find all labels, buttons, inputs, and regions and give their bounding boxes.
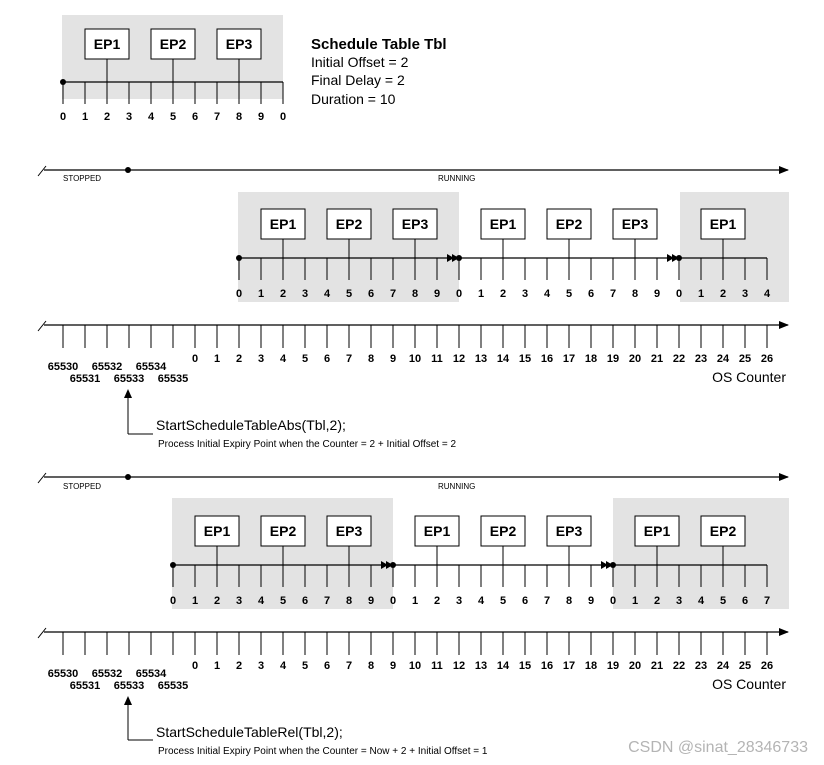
tick-label: 2 <box>279 288 287 300</box>
expiry-point-label: EP1 <box>489 216 517 232</box>
tick-label: 3 <box>675 595 683 607</box>
counter-tick-label: 26 <box>760 353 774 365</box>
running-label: RUNNING <box>438 482 476 491</box>
counter-tick-label: 13 <box>474 660 488 672</box>
counter-break-mark <box>38 628 46 638</box>
watermark: CSDN @sinat_28346733 <box>628 739 808 756</box>
expiry-point-label: EP3 <box>555 523 583 539</box>
tick-label: 6 <box>367 288 375 300</box>
counter-tick-label: 0 <box>191 353 199 365</box>
tick-label: 2 <box>433 595 441 607</box>
counter-tick-label: 65532 <box>91 361 123 373</box>
stopped-label: STOPPED <box>63 482 102 491</box>
counter-tick-label: 1 <box>213 660 221 672</box>
tick-label: 9 <box>653 288 661 300</box>
tick-label: 3 <box>301 288 309 300</box>
tick-label: 0 <box>609 595 617 607</box>
absolute-start-example <box>38 166 789 450</box>
tick-label: 1 <box>81 111 89 123</box>
tick-label: 2 <box>653 595 661 607</box>
counter-tick-label: 22 <box>672 353 686 365</box>
tick-label: 7 <box>763 595 771 607</box>
initial-offset-text: Initial Offset = 2 <box>311 54 409 70</box>
tick-label: 9 <box>367 595 375 607</box>
start-marker <box>125 167 131 173</box>
tick-label: 2 <box>213 595 221 607</box>
tick-label: 4 <box>697 595 705 607</box>
counter-tick-label: 12 <box>452 660 466 672</box>
expiry-point-label: EP2 <box>555 216 583 232</box>
tick-label: 2 <box>103 111 111 123</box>
tick-label: 9 <box>433 288 441 300</box>
tick-label: 9 <box>587 595 595 607</box>
call-indicator-arrow <box>124 696 132 705</box>
counter-tick-label: 65533 <box>113 373 145 385</box>
expiry-point-label: EP3 <box>401 216 429 232</box>
tick-label: 9 <box>257 111 265 123</box>
tick-label: 6 <box>301 595 309 607</box>
tick-label: 7 <box>609 288 617 300</box>
counter-tick-label: 65530 <box>47 668 79 680</box>
expiry-point-label: EP2 <box>269 523 297 539</box>
tick-label: 7 <box>323 595 331 607</box>
duration-text: Duration = 10 <box>311 91 396 107</box>
tick-label: 3 <box>235 595 243 607</box>
os-counter-label: OS Counter <box>712 676 786 692</box>
counter-tick-label: 8 <box>367 660 375 672</box>
tick-label: 8 <box>411 288 419 300</box>
counter-tick-label: 4 <box>279 353 287 365</box>
counter-tick-label: 19 <box>606 660 620 672</box>
counter-tick-label: 24 <box>716 660 730 672</box>
counter-tick-label: 6 <box>323 660 331 672</box>
tick-label: 5 <box>345 288 353 300</box>
tick-label: 0 <box>455 288 463 300</box>
counter-tick-label: 18 <box>584 660 598 672</box>
counter-tick-label: 10 <box>408 660 422 672</box>
counter-tick-label: 2 <box>235 353 243 365</box>
counter-tick-label: 14 <box>496 353 510 365</box>
counter-tick-label: 65530 <box>47 361 79 373</box>
tick-label: 1 <box>631 595 639 607</box>
counter-tick-label: 0 <box>191 660 199 672</box>
counter-tick-label: 3 <box>257 353 265 365</box>
tick-label: 7 <box>543 595 551 607</box>
tick-label: 5 <box>719 595 727 607</box>
expiry-point-label: EP1 <box>643 523 671 539</box>
relative-start-example <box>38 473 789 757</box>
counter-tick-label: 21 <box>650 660 664 672</box>
counter-tick-label: 26 <box>760 660 774 672</box>
counter-tick-label: 9 <box>389 353 397 365</box>
expiry-point-label: EP2 <box>335 216 363 232</box>
tick-label: 4 <box>543 288 551 300</box>
counter-tick-label: 25 <box>738 353 752 365</box>
call-indicator-arrow <box>124 389 132 398</box>
counter-tick-label: 18 <box>584 353 598 365</box>
tick-label: 1 <box>191 595 199 607</box>
call-explanation: Process Initial Expiry Point when the Counter = Now + 2 + Initial Offset = 1 <box>158 746 488 757</box>
tick-label: 5 <box>169 111 177 123</box>
counter-tick-label: 4 <box>279 660 287 672</box>
tick-label: 3 <box>521 288 529 300</box>
expiry-point-label: EP2 <box>159 36 187 52</box>
counter-tick-label: 5 <box>301 660 309 672</box>
tick-label: 8 <box>631 288 639 300</box>
counter-tick-label: 15 <box>518 660 532 672</box>
os-counter-label: OS Counter <box>712 369 786 385</box>
stopped-label: STOPPED <box>63 174 102 183</box>
tick-label: 5 <box>565 288 573 300</box>
tick-label: 1 <box>257 288 265 300</box>
start-call-text: StartScheduleTableRel(Tbl,2); <box>156 724 343 740</box>
timeline-break-mark <box>38 473 46 483</box>
tick-label: 5 <box>279 595 287 607</box>
counter-tick-label: 25 <box>738 660 752 672</box>
counter-tick-label: 24 <box>716 353 730 365</box>
counter-tick-label: 65533 <box>113 680 145 692</box>
timeline-break-mark <box>38 166 46 176</box>
tick-label: 4 <box>147 111 155 123</box>
counter-tick-label: 65534 <box>135 668 167 680</box>
counter-tick-label: 19 <box>606 353 620 365</box>
start-marker <box>125 474 131 480</box>
counter-break-mark <box>38 321 46 331</box>
counter-tick-label: 5 <box>301 353 309 365</box>
counter-tick-label: 2 <box>235 660 243 672</box>
counter-tick-label: 10 <box>408 353 422 365</box>
tick-label: 8 <box>235 111 243 123</box>
counter-tick-label: 65535 <box>157 373 189 385</box>
tick-label: 1 <box>477 288 485 300</box>
counter-tick-label: 7 <box>345 353 353 365</box>
tick-label: 3 <box>125 111 133 123</box>
counter-tick-label: 15 <box>518 353 532 365</box>
counter-tick-label: 6 <box>323 353 331 365</box>
expiry-point-label: EP3 <box>335 523 363 539</box>
expiry-point-label: EP1 <box>709 216 737 232</box>
counter-tick-label: 16 <box>540 353 554 365</box>
counter-tick-label: 9 <box>389 660 397 672</box>
tick-label: 1 <box>697 288 705 300</box>
tick-label: 6 <box>741 595 749 607</box>
tick-label: 6 <box>191 111 199 123</box>
tick-label: 6 <box>521 595 529 607</box>
tick-label: 7 <box>213 111 221 123</box>
call-explanation: Process Initial Expiry Point when the Counter = 2 + Initial Offset = 2 <box>158 439 457 450</box>
tick-label: 6 <box>587 288 595 300</box>
tick-label: 2 <box>719 288 727 300</box>
final-delay-text: Final Delay = 2 <box>311 72 405 88</box>
counter-tick-label: 3 <box>257 660 265 672</box>
counter-tick-label: 1 <box>213 353 221 365</box>
tick-label: 4 <box>477 595 485 607</box>
tick-label: 4 <box>323 288 331 300</box>
counter-tick-label: 17 <box>562 353 576 365</box>
tick-label: 3 <box>455 595 463 607</box>
tick-label: 0 <box>675 288 683 300</box>
tick-label: 8 <box>565 595 573 607</box>
round3-shade <box>613 498 789 609</box>
tick-label: 0 <box>59 111 67 123</box>
expiry-point-label: EP2 <box>489 523 517 539</box>
os-counter-ticks <box>48 325 773 385</box>
tick-label: 8 <box>345 595 353 607</box>
expiry-point-label: EP3 <box>225 36 253 52</box>
counter-tick-label: 65531 <box>69 373 101 385</box>
tick-label: 0 <box>235 288 243 300</box>
expiry-point-label: EP1 <box>423 523 451 539</box>
counter-tick-label: 20 <box>628 353 642 365</box>
counter-tick-label: 21 <box>650 353 664 365</box>
expiry-point-label: EP2 <box>709 523 737 539</box>
counter-tick-label: 65534 <box>135 361 167 373</box>
tick-label: 5 <box>499 595 507 607</box>
definition-title: Schedule Table Tbl <box>311 36 447 53</box>
tick-label: 0 <box>389 595 397 607</box>
counter-tick-label: 23 <box>694 353 708 365</box>
counter-tick-label: 65531 <box>69 680 101 692</box>
schedule-table-definition <box>60 15 447 123</box>
counter-tick-label: 65535 <box>157 680 189 692</box>
tick-label: 7 <box>389 288 397 300</box>
counter-tick-label: 13 <box>474 353 488 365</box>
expiry-point-label: EP3 <box>621 216 649 232</box>
counter-tick-label: 14 <box>496 660 510 672</box>
tick-label: 4 <box>257 595 265 607</box>
counter-tick-label: 20 <box>628 660 642 672</box>
tick-label: 3 <box>741 288 749 300</box>
counter-tick-label: 22 <box>672 660 686 672</box>
counter-tick-label: 11 <box>431 660 443 672</box>
tick-label: 0 <box>169 595 177 607</box>
counter-tick-label: 16 <box>540 660 554 672</box>
counter-tick-label: 8 <box>367 353 375 365</box>
counter-tick-label: 23 <box>694 660 708 672</box>
tick-label: 2 <box>499 288 507 300</box>
counter-tick-label: 12 <box>452 353 466 365</box>
running-label: RUNNING <box>438 174 476 183</box>
counter-tick-label: 7 <box>345 660 353 672</box>
counter-tick-label: 65532 <box>91 668 123 680</box>
expiry-point-label: EP1 <box>93 36 121 52</box>
os-counter-ticks <box>48 632 773 692</box>
tick-label: 0 <box>279 111 287 123</box>
counter-tick-label: 11 <box>431 353 443 365</box>
expiry-point-label: EP1 <box>269 216 297 232</box>
start-call-text: StartScheduleTableAbs(Tbl,2); <box>156 417 346 433</box>
tick-label: 1 <box>411 595 419 607</box>
tick-label: 4 <box>763 288 771 300</box>
counter-tick-label: 17 <box>562 660 576 672</box>
expiry-point-label: EP1 <box>203 523 231 539</box>
